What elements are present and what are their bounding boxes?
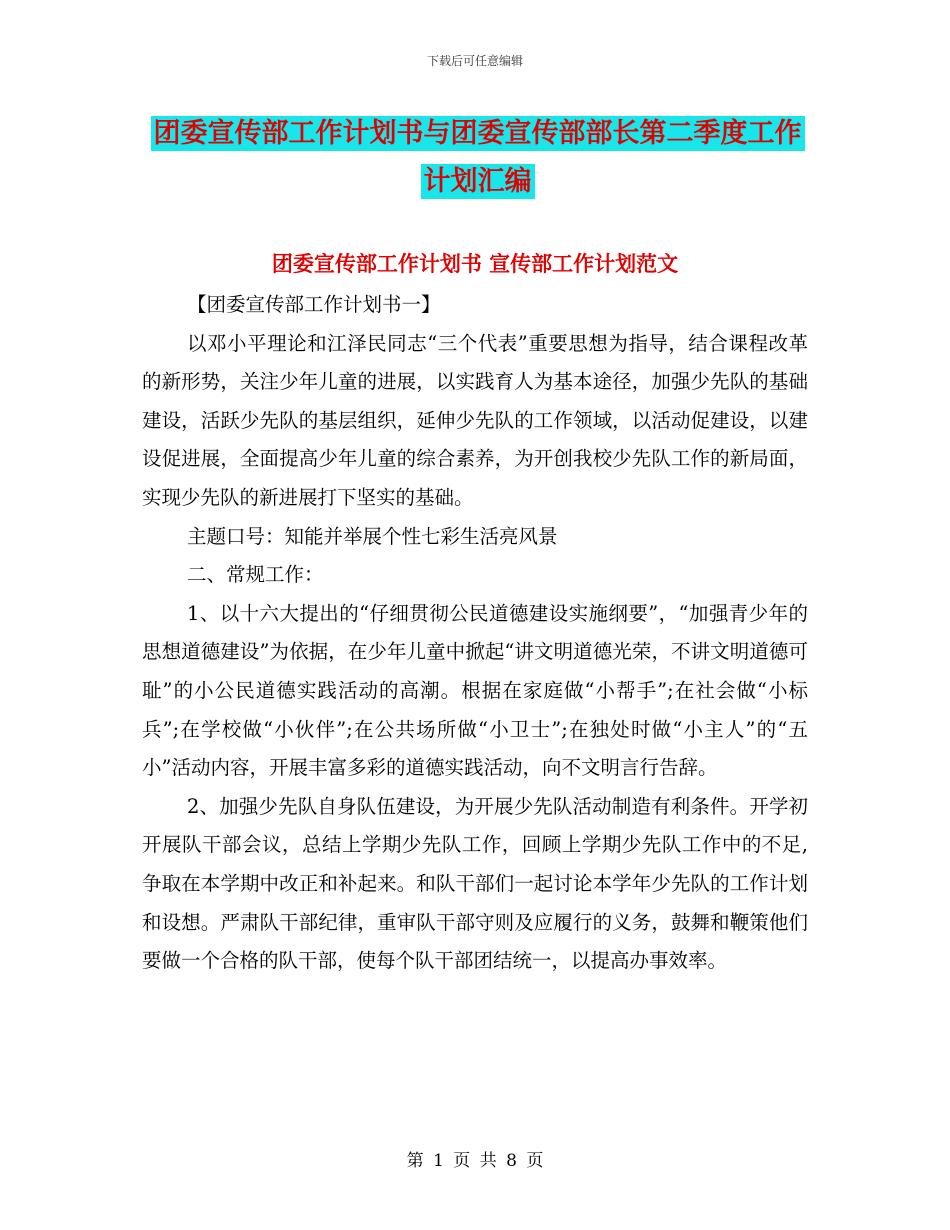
page-number: 第 1 页 共 8 页 xyxy=(406,1151,544,1171)
body-paragraph: 1、以十六大提出的“仔细贯彻公民道德建设实施纲要”，“加强青少年的思想道德建设”为依据，在少年儿童中掀起“讲文明道德光荣，不讲文明道德可耻”的小公民道德实践活动的高潮。根据在家庭做“小帮手”;在社会做“小标兵”;在学校做“小伙伴”;在公共场所做“小卫士”;在独处时做“小主人”的“五小”活动内容，开展丰富多彩的道德实践活动，向不文明言行告辞。 xyxy=(142,601,808,780)
document-title xyxy=(140,110,815,206)
theme-slogan: 主题口号：知能并举展个性七彩生活亮风景 xyxy=(187,524,558,548)
page-header-note: 下载后可任意编辑 xyxy=(426,54,523,68)
section-heading: 二、常规工作： xyxy=(187,563,324,587)
section-heading: 【团委宣传部工作计划书一】 xyxy=(187,293,441,316)
document-body xyxy=(142,286,808,981)
section-subtitle: 团委宣传部工作计划书 宣传部工作计划范文 xyxy=(271,252,679,276)
body-paragraph: 以邓小平理论和江泽民同志“三个代表”重要思想为指导，结合课程改革的新形势，关注少年儿童的进展，以实践育人为基本途径，加强少先队的基础建设，活跃少先队的基层组织，延伸少先队的工作领域，以活动促建设，以建设促进展，全面提高少年儿童的综合素养，为开创我校少先队工作的新局面，实现少先队的新进展打下坚实的基础。 xyxy=(142,331,808,509)
document-title-highlight: 团委宣传部工作计划书与团委宣传部部长第二季度工作计划汇编 xyxy=(151,116,805,199)
body-paragraph: 2、加强少先队自身队伍建设，为开展少先队活动制造有利条件。开学初开展队干部会议，总结上学期少先队工作，回顾上学期少先队工作中的不足,争取在本学期中改正和补起来。和队干部们一起讨论本学年少先队的工作计划和设想。严肃队干部纪律，重审队干部守则及应履行的义务，鼓舞和鞭策他们要做一个合格的队干部，使每个队干部团结统一，以提高办事效率。 xyxy=(142,794,808,973)
